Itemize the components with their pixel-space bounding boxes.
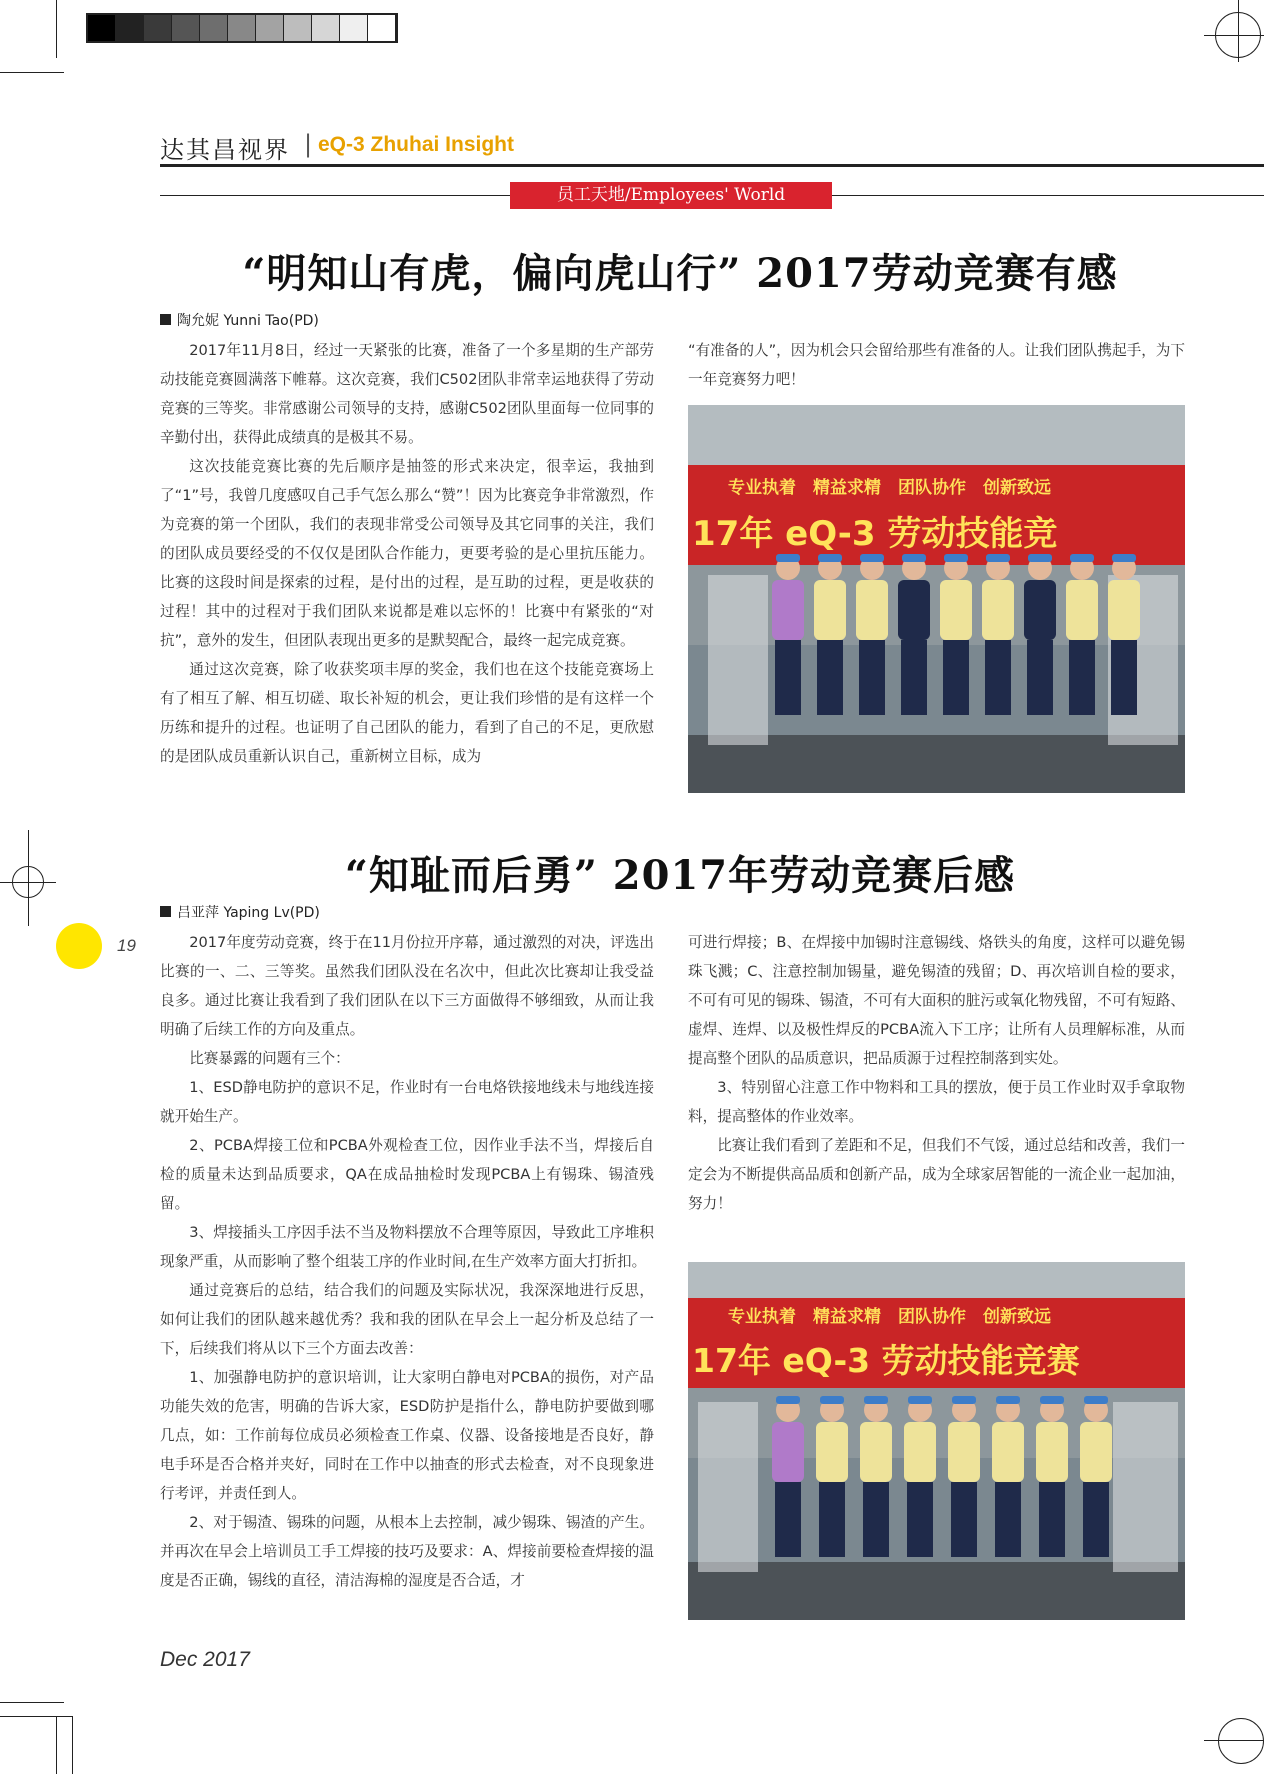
paragraph: 可进行焊接；B、在焊接中加锡时注意锡线、烙铁头的角度，这样可以避免锡珠飞溅；C、注意控制加锡量，避免锡渣的残留；D、再次培训自检的要求，不可有可见的锡珠、锡渣，不可有大面积的脏污或氧化物残留，不可有短路、虚焊、连焊、以及极性焊反的PCBA流入下工序；让所有人员理解标准，从而提高整个团队的品质意识，把品质源于过程控制落到实处。 bbox=[688, 934, 1185, 1067]
person-legs bbox=[1027, 640, 1053, 715]
person-figure bbox=[860, 1422, 892, 1482]
page-marker-dot bbox=[56, 923, 102, 969]
paragraph: 3、特别留心注意工作中物料和工具的摆放，便于员工作业时双手拿取物料，提高整体的作业效率。 bbox=[688, 1079, 1185, 1125]
article1-title: “明知山有虎，偏向虎山行” 2017劳动竞赛有感 bbox=[242, 250, 1118, 297]
person-figure bbox=[814, 580, 846, 640]
person-legs bbox=[1083, 1482, 1109, 1557]
photo-banner-slogan: 专业执着 精益求精 团队协作 创新致远 bbox=[728, 478, 1051, 498]
grayscale-color-bar bbox=[86, 13, 398, 43]
article2-left-column bbox=[160, 928, 654, 1595]
paragraph: 1、加强静电防护的意识培训，让大家明白静电对PCBA的损伤，对产品功能失效的危害，明确的告诉大家，ESD防护是指什么，静电防护要做到哪几点，如：工作前每位成员必须检查工作桌、仪器、设备接地是否良好，静电手环是否合格并夹好，同时在工作中以抽查的形式去检查，对不良现象进行考评，并责任到人。 bbox=[160, 1369, 654, 1502]
paragraph: 2、PCBA焊接工位和PCBA外观检查工位，因作业手法不当，焊接后自检的质量未达到品质要求，QA在成品抽检时发现PCBA上有锡珠、锡渣残留。 bbox=[160, 1137, 654, 1212]
color-swatch bbox=[368, 15, 396, 41]
person-figure bbox=[940, 580, 972, 640]
photo-banner-title: 17年 eQ-3 劳动技能竞赛 bbox=[692, 1341, 1080, 1380]
person-figure bbox=[982, 580, 1014, 640]
person-cap bbox=[860, 554, 884, 562]
paragraph: 2、对于锡渣、锡珠的问题，从根本上去控制，减少锡珠、锡渣的产生。并再次在早会上培训员工手工焊接的技巧及要求：A、焊接前要检查焊接的温度是否正确，锡线的直径，清洁海棉的湿度是否合适，才 bbox=[160, 1514, 654, 1589]
bullet-square-icon bbox=[160, 906, 171, 917]
person-figure bbox=[1108, 580, 1140, 640]
person-legs bbox=[863, 1482, 889, 1557]
person-cap bbox=[908, 1396, 932, 1404]
person-legs bbox=[1069, 640, 1095, 715]
person-figure bbox=[772, 1422, 804, 1482]
person-cap bbox=[902, 554, 926, 562]
section-tag: 员工天地/Employees' World bbox=[510, 182, 832, 209]
person-legs bbox=[859, 640, 885, 715]
crop-mark bbox=[0, 1716, 72, 1717]
color-swatch bbox=[256, 15, 284, 41]
color-swatch bbox=[88, 15, 116, 41]
person-cap bbox=[1028, 554, 1052, 562]
paragraph: 通过竞赛后的总结，结合我们的问题及实际状况，我深深地进行反思，如何让我们的团队越来越优秀？我和我的团队在早会上一起分析及总结了一下，后续我们将从以下三个方面去改善： bbox=[160, 1282, 654, 1357]
paragraph: 1、ESD静电防护的意识不足，作业时有一台电烙铁接地线未与地线连接就开始生产。 bbox=[160, 1079, 654, 1125]
color-swatch bbox=[200, 15, 228, 41]
person-legs bbox=[775, 1482, 801, 1557]
person-figure bbox=[1080, 1422, 1112, 1482]
person-legs bbox=[907, 1482, 933, 1557]
masthead-chinese: 达其昌视界 bbox=[160, 136, 290, 164]
crop-mark bbox=[1238, 0, 1239, 62]
crop-mark bbox=[0, 72, 64, 73]
article2-author-name: 吕亚萍 Yaping Lv(PD) bbox=[177, 905, 320, 921]
color-swatch bbox=[172, 15, 200, 41]
paragraph: 3、焊接插头工序因手法不当及物料摆放不合理等原因，导致此工序堆积现象严重，从而影响了整个组装工序的作业时间,在生产效率方面大打折扣。 bbox=[160, 1224, 654, 1270]
color-swatch bbox=[116, 15, 144, 41]
color-swatch bbox=[340, 15, 368, 41]
registration-mark bbox=[1218, 1718, 1264, 1764]
article1-right-column bbox=[688, 336, 1185, 394]
person-legs bbox=[943, 640, 969, 715]
article2-title: “知耻而后勇” 2017年劳动竞赛后感 bbox=[344, 852, 1016, 899]
person-cap bbox=[1070, 554, 1094, 562]
person-figure bbox=[992, 1422, 1024, 1482]
person-figure bbox=[1036, 1422, 1068, 1482]
footer-date: Dec 2017 bbox=[160, 1648, 250, 1671]
article2-team-photo bbox=[688, 1262, 1185, 1620]
person-legs bbox=[985, 640, 1011, 715]
person-legs bbox=[819, 1482, 845, 1557]
person-cap bbox=[776, 1396, 800, 1404]
person-legs bbox=[1111, 640, 1137, 715]
person-figure bbox=[1066, 580, 1098, 640]
person-figure bbox=[772, 580, 804, 640]
article1-author-name: 陶允妮 Yunni Tao(PD) bbox=[177, 313, 319, 329]
paragraph: 这次技能竞赛比赛的先后顺序是抽签的形式来决定，很幸运，我抽到了“1”号，我曾几度感叹自己手气怎么那么“赞”！因为比赛竞争非常激烈，作为竞赛的第一个团队，我们的表现非常受公司领导及其它同事的关注，我们的团队成员要经受的不仅仅是团队合作能力，更要考验的是心里抗压能力。比赛的这段时间是探索的过程，是付出的过程，是互助的过程，更是收获的过程！其中的过程对于我们团队来说都是难以忘怀的！比赛中有紧张的“对抗”，意外的发生，但团队表现出更多的是默契配合，最终一起完成竞赛。 bbox=[160, 458, 654, 649]
crop-mark bbox=[1204, 1740, 1264, 1741]
person-figure bbox=[856, 580, 888, 640]
paragraph: 通过这次竞赛，除了收获奖项丰厚的奖金，我们也在这个技能竞赛场上有了相互了解、相互切磋、取长补短的机会，更让我们珍惜的是有这样一个历练和提升的过程。也证明了自己团队的能力，看到了自己的不足，更欣慰的是团队成员重新认识自己，重新树立目标，成为 bbox=[160, 661, 654, 765]
person-cap bbox=[864, 1396, 888, 1404]
color-swatch bbox=[228, 15, 256, 41]
person-cap bbox=[1040, 1396, 1064, 1404]
crop-mark bbox=[1204, 35, 1264, 36]
paragraph: 2017年度劳动竞赛，终于在11月份拉开序幕，通过激烈的对决，评选出比赛的一、二、三等奖。虽然我们团队没在名次中，但此次比赛却让我受益良多。通过比赛让我看到了我们团队在以下三方面做得不够细致，从而让我明确了后续工作的方向及重点。 bbox=[160, 934, 654, 1038]
crop-mark bbox=[72, 1716, 73, 1774]
color-swatch bbox=[144, 15, 172, 41]
page-number: 19 bbox=[117, 936, 136, 955]
person-cap bbox=[776, 554, 800, 562]
person-legs bbox=[775, 640, 801, 715]
article2-right-column bbox=[688, 928, 1185, 1218]
article2-author bbox=[160, 902, 320, 922]
person-cap bbox=[952, 1396, 976, 1404]
person-cap bbox=[820, 1396, 844, 1404]
paragraph: 2017年11月8日，经过一天紧张的比赛，准备了一个多星期的生产部劳动技能竞赛圆满落下帷幕。这次竞赛，我们C502团队非常幸运地获得了劳动竞赛的三等奖。非常感谢公司领导的支持，感谢C502团队里面每一位同事的辛勤付出，获得此成绩真的是极其不易。 bbox=[160, 342, 654, 446]
bullet-square-icon bbox=[160, 314, 171, 325]
paragraph: 比赛让我们看到了差距和不足，但我们不气馁，通过总结和改善，我们一定会为不断提供高品质和创新产品，成为全球家居智能的一流企业一起加油，努力！ bbox=[688, 1137, 1185, 1212]
article1-author bbox=[160, 310, 319, 330]
person-legs bbox=[817, 640, 843, 715]
paragraph: 比赛暴露的问题有三个： bbox=[189, 1050, 350, 1067]
person-legs bbox=[951, 1482, 977, 1557]
person-cap bbox=[818, 554, 842, 562]
photo-banner-title: 17年 eQ-3 劳动技能竞 bbox=[692, 514, 1058, 554]
color-swatch bbox=[284, 15, 312, 41]
person-cap bbox=[996, 1396, 1020, 1404]
color-swatch bbox=[312, 15, 340, 41]
crop-mark bbox=[56, 1716, 57, 1774]
crop-mark bbox=[0, 1702, 64, 1703]
person-figure bbox=[816, 1422, 848, 1482]
person-figure bbox=[948, 1422, 980, 1482]
person-figure bbox=[904, 1422, 936, 1482]
person-legs bbox=[901, 640, 927, 715]
person-cap bbox=[1084, 1396, 1108, 1404]
crop-mark bbox=[28, 830, 29, 926]
article1-team-photo bbox=[688, 405, 1185, 793]
article1-left-column bbox=[160, 336, 654, 771]
crop-mark bbox=[56, 0, 57, 58]
masthead-separator: | bbox=[304, 130, 313, 158]
person-legs bbox=[995, 1482, 1021, 1557]
person-legs bbox=[1039, 1482, 1065, 1557]
person-figure bbox=[1024, 580, 1056, 640]
header-rule bbox=[160, 164, 1264, 167]
photo-banner-slogan: 专业执着 精益求精 团队协作 创新致远 bbox=[728, 1307, 1051, 1327]
paragraph: “有准备的人”，因为机会只会留给那些有准备的人。让我们团队携起手，为下一年竞赛努力吧！ bbox=[688, 342, 1185, 388]
person-figure bbox=[898, 580, 930, 640]
person-cap bbox=[944, 554, 968, 562]
masthead-english: eQ-3 Zhuhai Insight bbox=[318, 133, 515, 156]
person-cap bbox=[1112, 554, 1136, 562]
person-cap bbox=[986, 554, 1010, 562]
